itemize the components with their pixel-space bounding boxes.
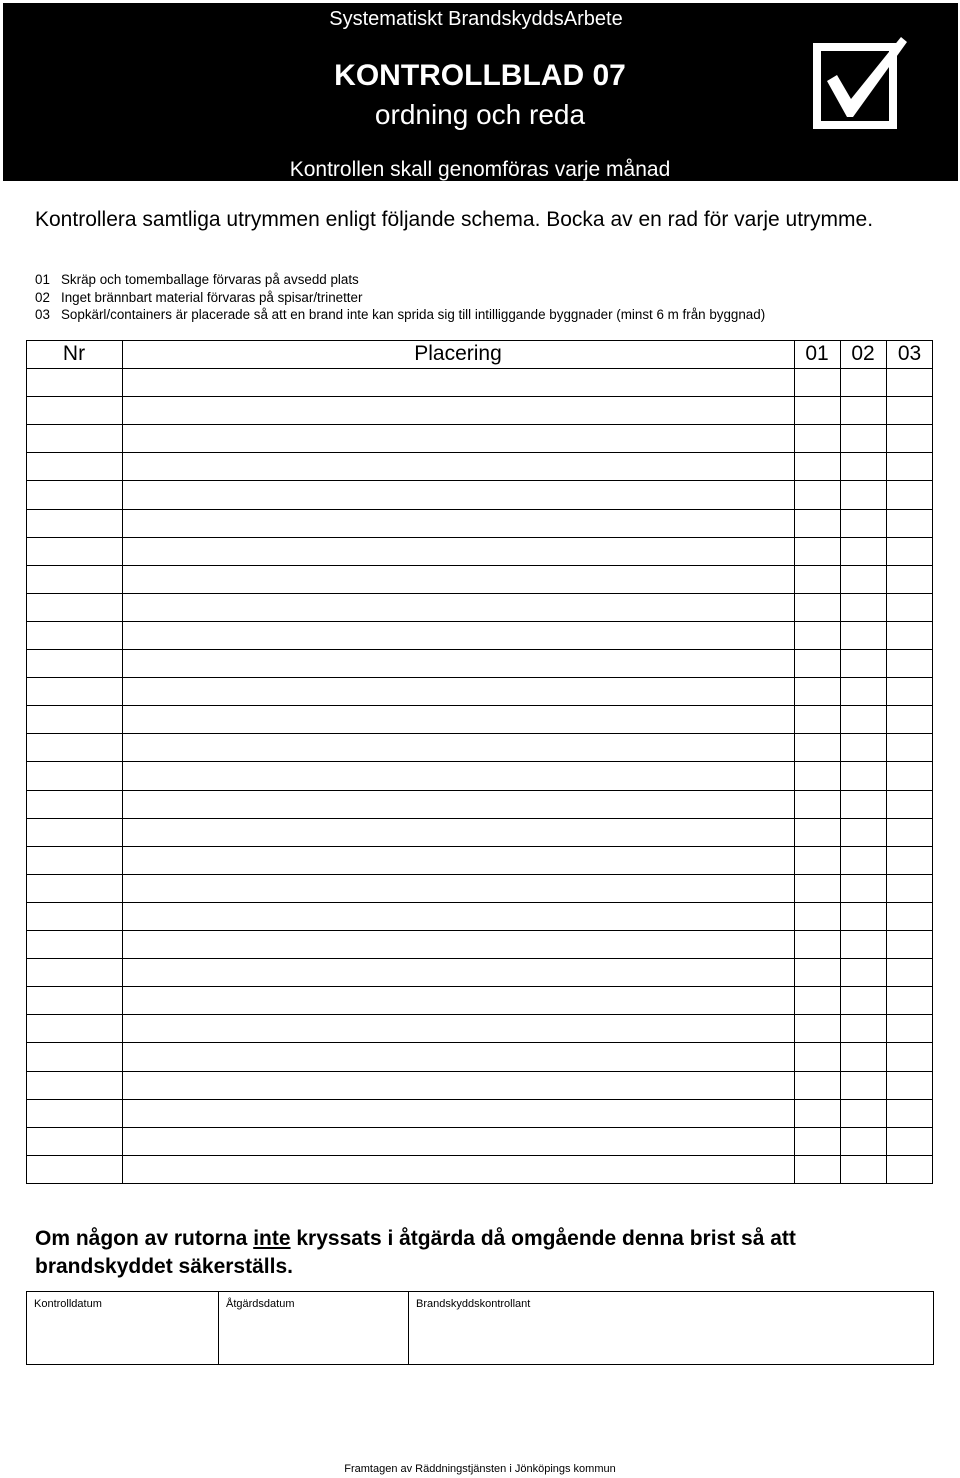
form-title: KONTROLLBLAD 07 [334,59,626,92]
warning-text-after: kryssats i åtgärda då omgående denna brist så att brandskyddet säkerställs. [35,1227,796,1278]
table-row-line [26,480,933,481]
column-header-01: 01 [805,342,829,365]
table-row-line [26,902,933,903]
column-header-nr: Nr [62,342,86,365]
table-row-line [26,368,933,369]
table-row-line [26,705,933,706]
table-row-line [26,930,933,931]
checkbox-checked-icon [809,33,911,131]
table-row-line [26,593,933,594]
table-row-line [26,1155,933,1156]
column-header-02: 02 [851,342,875,365]
instruction-text: Kontrollera samtliga utrymmen enligt följande schema. Bocka av en rad för varje utrymme. [35,208,874,231]
inspector-label: Brandskyddskontrollant [416,1298,531,1310]
action-date-field[interactable] [218,1292,408,1364]
table-row-line [26,1099,933,1100]
table-row-line [26,818,933,819]
table-row-line [26,733,933,734]
warning-text-before: Om någon av rutorna [35,1227,254,1250]
criterion-01 [35,271,935,289]
table-row-line [26,958,933,959]
criteria-list [35,271,935,324]
form-subtitle: ordning och reda [374,99,586,130]
table-row-line [26,1014,933,1015]
criterion-number: 03 [35,307,50,322]
header-banner [3,3,958,181]
checklist-table [26,340,933,1183]
warning-emphasis: inte [253,1227,291,1250]
column-header-03: 03 [897,342,922,365]
table-row-line [26,509,933,510]
control-date-label: Kontrolldatum [34,1298,102,1310]
criterion-text: Sopkärl/containers är placerade så att en brand inte kan sprida sig till intilliggande byggnader (minst 6 m från byggnad) [61,307,766,322]
criterion-text: Skräp och tomemballage förvaras på avsedd plats [61,272,359,287]
signoff-box [26,1291,934,1365]
footer-credit: Framtagen av Räddningstjänsten i Jönköpings kommun [344,1463,616,1475]
table-row-line [26,424,933,425]
table-row-line [26,649,933,650]
column-header-placering: Placering [414,342,502,365]
inspection-frequency: Kontrollen skall genomföras varje månad [289,158,671,181]
table-row-line [26,537,933,538]
table-row-line [26,1042,933,1043]
table-row-line [26,565,933,566]
table-row-line [26,1127,933,1128]
inspector-field[interactable] [408,1292,933,1364]
criterion-03 [35,306,935,324]
table-row-line [26,846,933,847]
criterion-02 [35,289,935,307]
criterion-text: Inget brännbart material förvaras på spisar/trinetter [61,289,363,305]
organization-name: Systematiskt BrandskyddsArbete [329,8,623,30]
table-row-line [26,1071,933,1072]
table-row-line [26,396,933,397]
criterion-number: 02 [35,289,50,305]
control-date-field[interactable] [27,1292,218,1364]
table-row-line [26,621,933,622]
action-date-label: Åtgärdsdatum [226,1298,295,1310]
table-row-line [26,761,933,762]
table-top-line [26,340,933,341]
warning-text [35,1225,915,1281]
table-row-line [26,1183,933,1184]
table-row-line [26,986,933,987]
criterion-number: 01 [35,272,50,287]
table-row-line [26,790,933,791]
table-row-line [26,874,933,875]
table-row-line [26,677,933,678]
table-row-line [26,452,933,453]
